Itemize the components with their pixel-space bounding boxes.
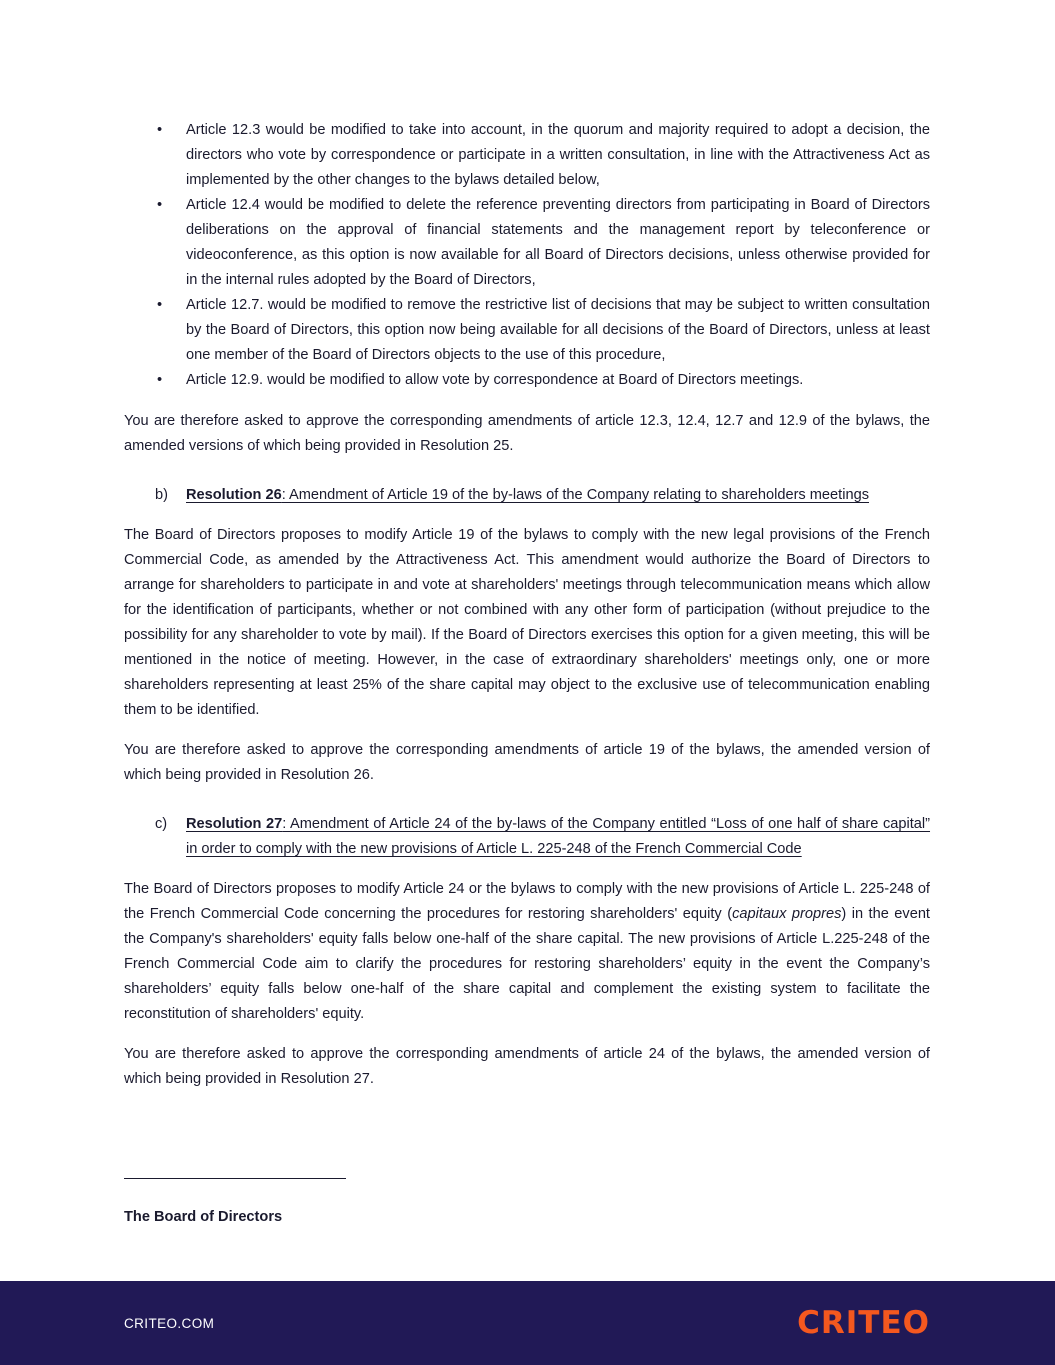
bullet-list xyxy=(124,118,930,393)
list-item-text: Article 12.7. would be modified to remove the restrictive list of decisions that may be subject to written consultation by the Board of Directors, this option now being available for all decisions of the Board of Directors, unless at least one member of the Board of Directors objects to the use of this procedure, xyxy=(186,297,930,363)
section-heading-resolution-27 xyxy=(124,812,930,862)
signoff-board-of-directors: The Board of Directors xyxy=(124,1209,283,1225)
criteo-logo: CRITEO xyxy=(797,1304,930,1341)
resolution-title-text: : Amendment of Article 19 of the by-laws of the Company relating to shareholders meetings xyxy=(281,487,869,503)
list-item xyxy=(124,118,930,193)
footer-url: CRITEO.COM xyxy=(124,1315,215,1331)
section-title xyxy=(186,487,869,503)
signature-line xyxy=(124,1178,346,1179)
bullet-icon: • xyxy=(157,197,163,213)
paragraph-resolution-25-approval: You are therefore asked to approve the corresponding amendments of article 12.3, 12.4, 12.7 and 12.9 of the bylaws, the amended versions of which being provided in Resolution 25. xyxy=(124,413,930,454)
resolution-number: Resolution 26 xyxy=(186,487,282,503)
paragraph-resolution-26-body: The Board of Directors proposes to modify Article 19 of the bylaws to comply with the new legal provisions of the French Commercial Code, as amended by the Attractiveness Act. This amendment would authorize the Board of Directors to arrange for shareholders to participate in and vote at shareholders' meetings through telecommunication means which allow for the identification of participants, whether or not combined with any other form of participation (without prejudice to the possibility for any shareholder to vote by mail). If the Board of Directors exercises this option for a given meeting, this will be mentioned in the notice of meeting. However, in the case of extraordinary shareholders' meetings only, one or more shareholders representing at least 25% of the share capital may object to the exclusive use of telecommunication enabling them to be identified. xyxy=(124,527,930,718)
paragraph-resolution-26-approval: You are therefore asked to approve the corresponding amendments of article 19 of the bylaws, the amended version of which being provided in Resolution 26. xyxy=(124,742,930,783)
page-footer xyxy=(0,1281,1055,1365)
section-title xyxy=(186,816,930,857)
resolution-title-text: : Amendment of Article 24 of the by-laws of the Company entitled “Loss of one half of share capital” in order to comply with the new provisions of Article L. 225-248 of the French Commercial Code xyxy=(186,816,931,857)
list-item xyxy=(124,193,930,293)
foreign-term: capitaux propres xyxy=(732,906,842,922)
paragraph-resolution-27-approval: You are therefore asked to approve the corresponding amendments of article 24 of the bylaws, the amended version of which being provided in Resolution 27. xyxy=(124,1046,930,1087)
section-letter: c) xyxy=(155,816,168,832)
list-item-text: Article 12.9. would be modified to allow vote by correspondence at Board of Directors meetings. xyxy=(186,372,804,388)
body-text: ) in the event the Company's shareholders' equity falls below one-half of the share capital. The new provisions of Article L.225-248 of the French Commercial Code aim to clarify the procedures for restoring shareholders’ equity in the event the Company’s shareholders’ equity falls below one-half of the share capital and complement the existing system to facilitate the reconstitution of shareholders' equity. xyxy=(124,906,930,1022)
document-content xyxy=(124,118,930,1230)
bullet-icon: • xyxy=(157,122,163,138)
section-heading-resolution-26 xyxy=(124,483,930,508)
list-item-text: Article 12.4 would be modified to delete the reference preventing directors from participating in Board of Directors deliberations on the approval of financial statements and the management report by teleconference or videoconference, as this option is now available for all Board of Directors decisions, unless otherwise provided for in the internal rules adopted by the Board of Directors, xyxy=(186,197,930,288)
section-letter: b) xyxy=(155,487,168,503)
paragraph-resolution-27-body xyxy=(124,877,930,1027)
bullet-icon: • xyxy=(157,297,163,313)
list-item-text: Article 12.3 would be modified to take into account, in the quorum and majority required to adopt a decision, the directors who vote by correspondence or participate in a written consultation, in line with the Attractiveness Act as implemented by the other changes to the bylaws detailed below, xyxy=(186,122,930,188)
bullet-icon: • xyxy=(157,372,163,388)
resolution-number: Resolution 27 xyxy=(186,816,283,832)
body-text: The Board of Directors proposes to modify Article 24 or the bylaws to comply with the new provisions of Article L. 225-248 of the French Commercial Code concerning the procedures for restoring shareholders' equity ( xyxy=(124,881,930,922)
list-item xyxy=(124,368,930,393)
list-item xyxy=(124,293,930,368)
